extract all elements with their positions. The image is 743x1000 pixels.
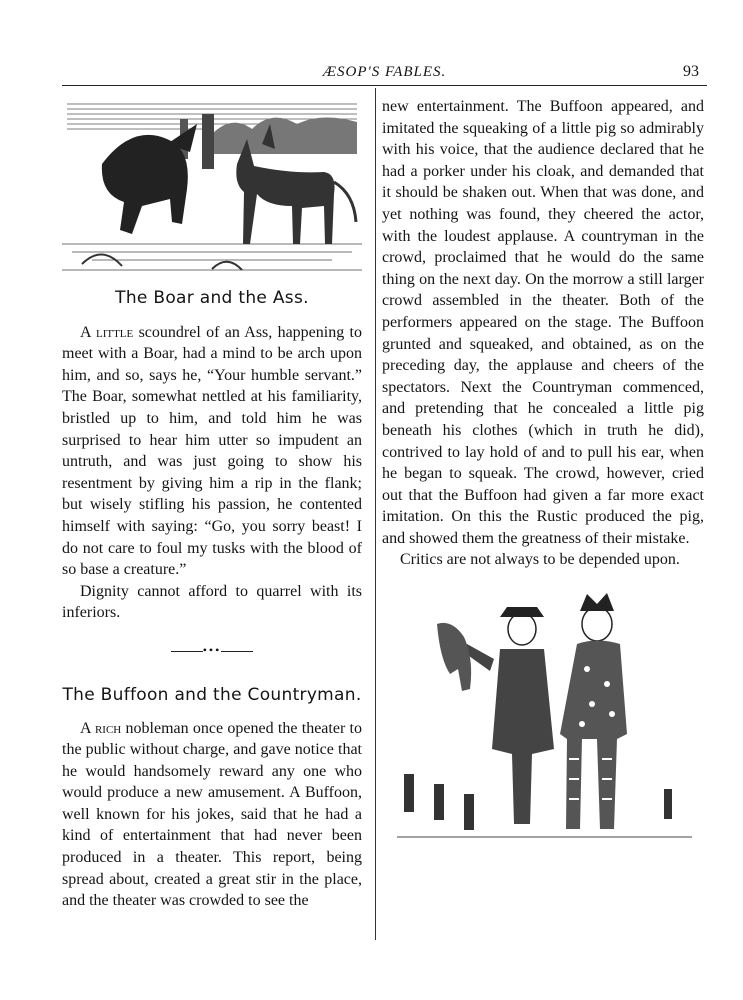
fable-paragraph — [62, 322, 362, 581]
running-title: ÆSOP'S FABLES. — [322, 64, 447, 80]
fable-paragraph-continued: new entertainment. The Buffoon appeared, and imitated the squeaking of a little pig so admirably with his voice, that the audience declared that he had a porker under his cloak, and demanded that it should be shaken out. When that was done, and yet nothing was found, they cheered the actor, with the loudest applause. A countryman in the crowd, proclaimed that he would do the same thing on the next day. On the morrow a still larger crowd assembled in the theater. Both of the performers appeared on the stage. The Buffoon grunted and squeaked, and obtained, as on the preceding day, the applause and cheers of the spectators. Next the Countryman commenced, and pretending that he concealed a little pig beneath his clothes (which in truth he did), contrived to lay hold of and to pull his ear, when he began to squeak. The crowd, however, cried out that the Buffoon had given a far more exact imitation. On this the Rustic produced the pig, and showed them the greatness of their mistake. — [382, 98, 704, 547]
page-header — [62, 58, 707, 86]
column-divider — [375, 88, 376, 940]
lead-in: A little — [80, 323, 134, 341]
paragraph-text: nobleman once opened the theater to the public without charge, and gave notice that he would handsomely reward any one who would produce a new amusement. A Buffoon, well known for his jokes, said that he had a kind of entertainment that had never been produced in a theater. This report, being spread about, created a great stir in the place, and the theater was crowded to see the — [62, 719, 363, 910]
ornament-dots: ••• — [202, 642, 222, 657]
ornament-rule — [171, 651, 203, 652]
fable-paragraph — [62, 718, 362, 912]
header-rule — [62, 85, 707, 86]
fable-title-buffoon-and-countryman: The Buffoon and the Countryman. — [62, 684, 362, 705]
boar-and-ass-illustration — [62, 94, 362, 280]
fable-title-boar-and-ass: The Boar and the Ass. — [115, 288, 309, 308]
section-ornament — [62, 640, 362, 662]
lead-in: A rich — [80, 719, 122, 737]
fable-moral: Dignity cannot afford to quarrel with its inferiors. — [62, 582, 362, 622]
fable-moral: Critics are not always to be depended upon. — [400, 551, 680, 569]
paragraph-text: scoundrel of an Ass, happening to meet with a Boar, had a mind to be arch upon him, and so, says he, “Your humble servant.” The Boar, somewhat nettled at his familiarity, bristled up to him, and told him he was surprised to hear him utter so impudent an untruth, and was just going to show his resentment by giving him a rip in the flank; but wisely stifling his passion, he contented himself with saying: “Go, you sorry beast! I do not care to foul my tusks with the blood of so base a creature.” — [62, 323, 362, 579]
ornament-rule — [221, 651, 253, 652]
right-column — [382, 96, 704, 854]
page-number: 93 — [683, 63, 699, 80]
left-column — [62, 94, 362, 912]
buffoon-and-countryman-illustration — [382, 589, 704, 854]
